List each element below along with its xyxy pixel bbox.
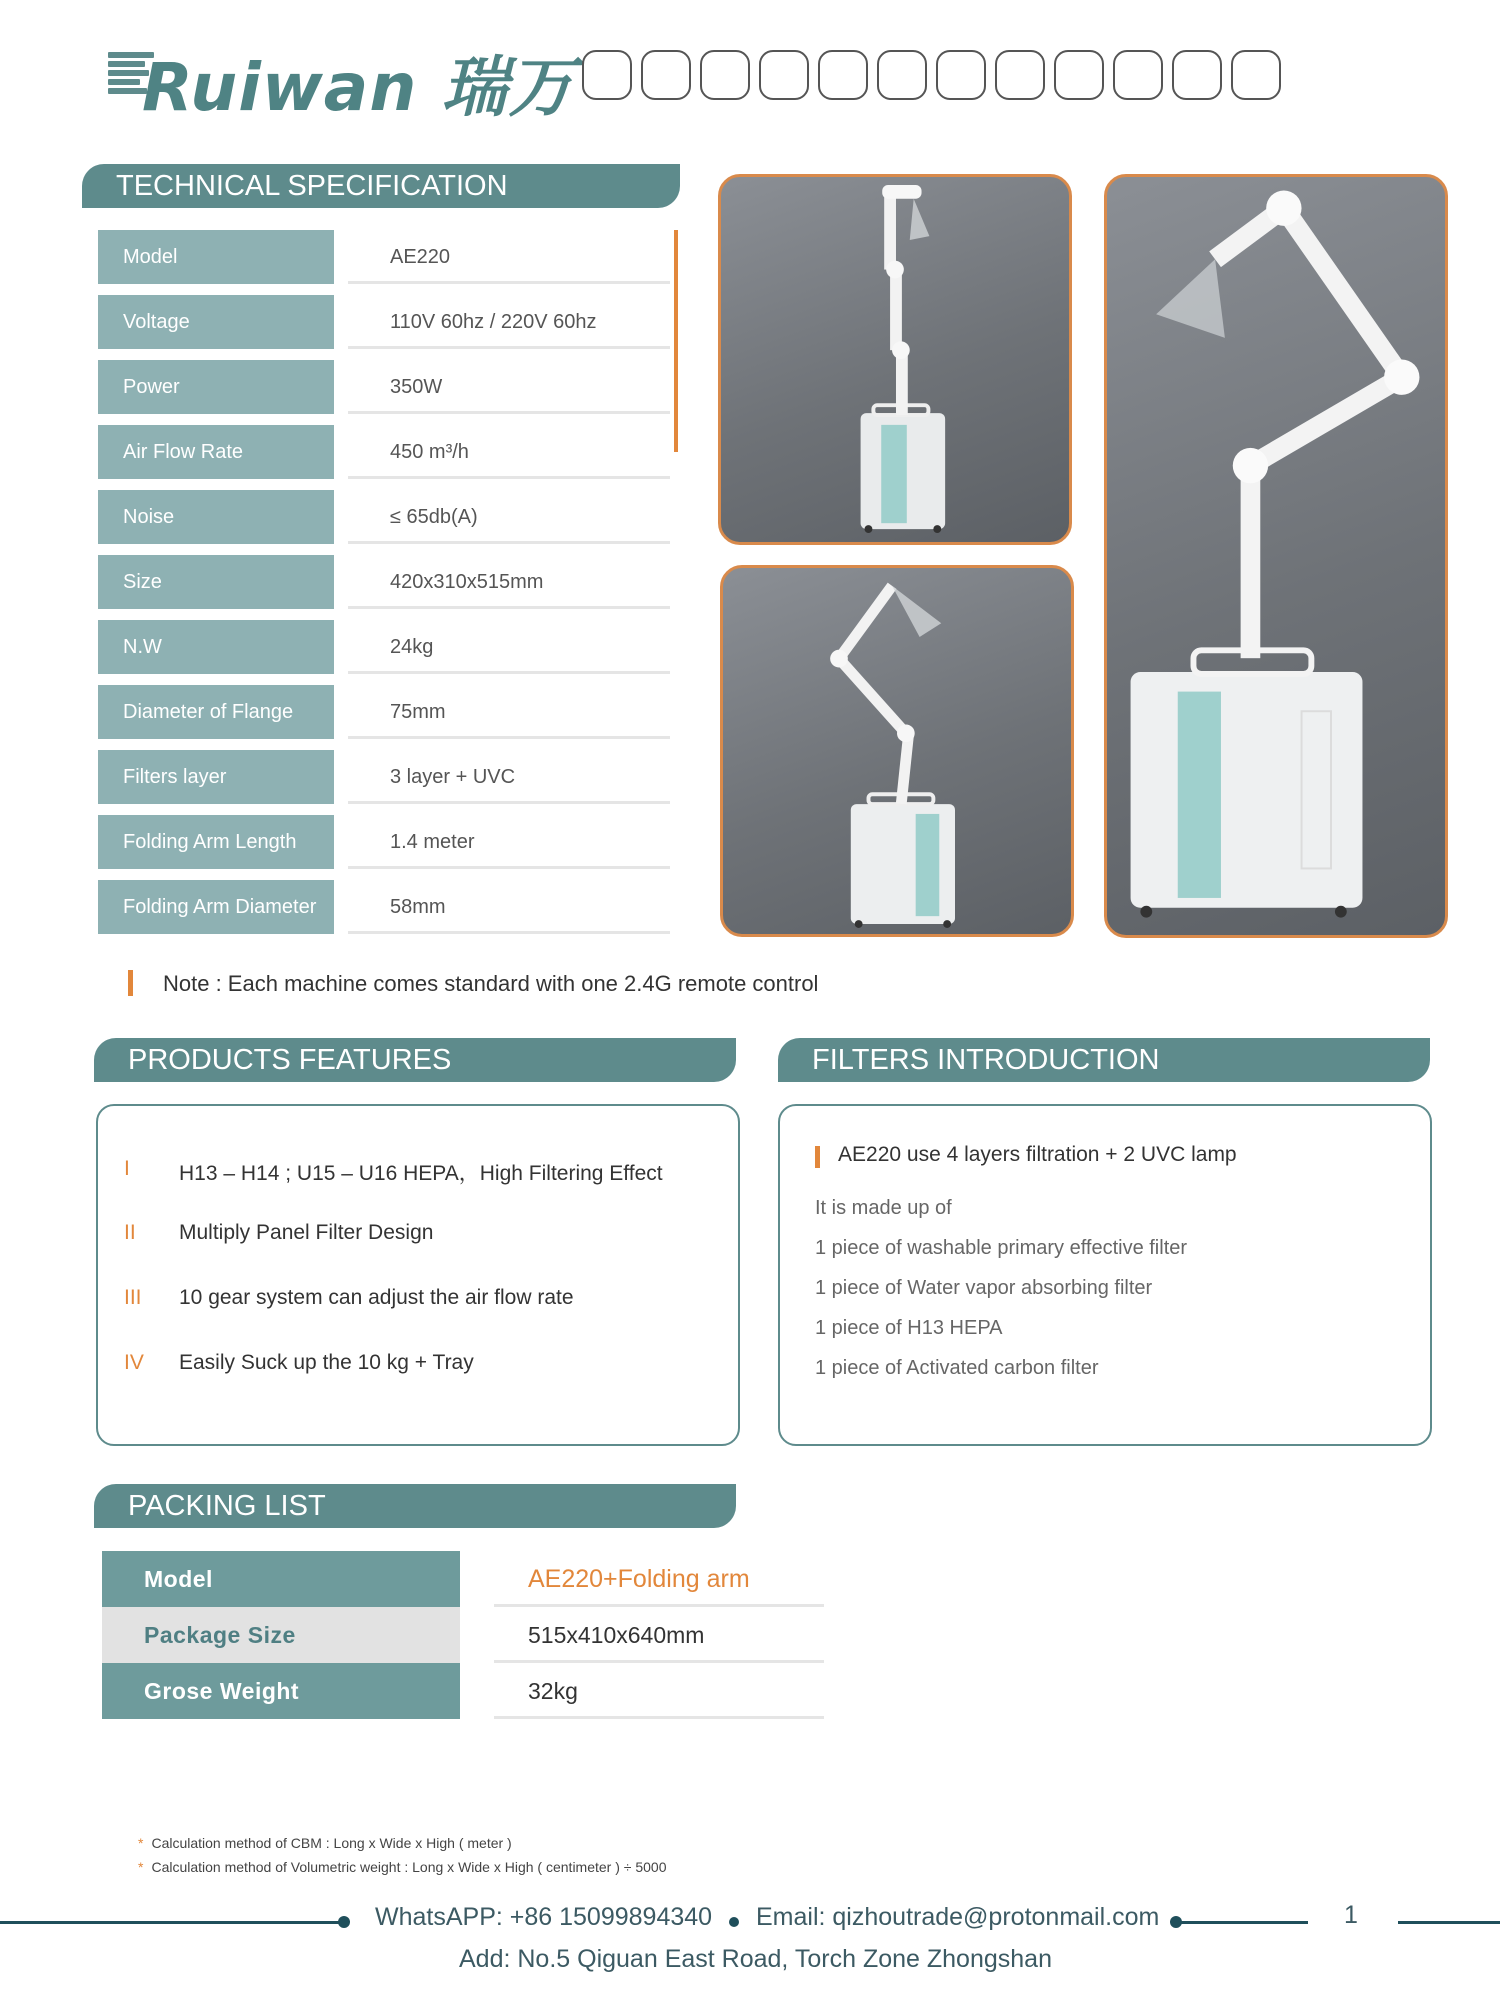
filters-headline: AE220 use 4 layers filtration + 2 UVC lamp [838,1143,1237,1166]
spec-row [98,750,670,815]
features-banner: PRODUCTS FEATURES [94,1038,736,1082]
spec-key: Filters layer [98,750,334,804]
features-panel [96,1104,740,1446]
feature-text: 10 gear system can adjust the air flow rate [179,1286,574,1309]
spec-value: 3 layer + UVC [348,750,670,804]
spec-table [98,230,670,945]
feature-text: Easily Suck up the 10 kg + Tray [179,1351,474,1374]
whatsapp-contact: WhatsAPP: +86 15099894340 [375,1903,713,1931]
footer-line-end [1398,1921,1500,1924]
footnote-text: Calculation method of Volumetric weight : Long x Wide x High ( centimeter ) ÷ 5000 [151,1859,667,1875]
product-photo-large [1104,174,1448,938]
spec-key: Size [98,555,334,609]
filter-line: 1 piece of washable primary effective filter [815,1237,1188,1259]
filters-banner: FILTERS INTRODUCTION [778,1038,1430,1082]
spec-key: Noise [98,490,334,544]
spec-row [98,490,670,555]
spec-key: N.W [98,620,334,674]
remote-note: Note : Each machine comes standard with one 2.4G remote control [163,971,819,996]
footer-line-left [0,1921,344,1924]
spec-value: 450 m³/h [348,425,670,479]
spec-value: 58mm [348,880,670,934]
page-number: 1 [1344,1901,1358,1929]
spec-row [98,815,670,880]
feature-number: I [124,1157,130,1180]
footnote [138,1859,667,1875]
address: Add: No.5 Qiguan East Road, Torch Zone Zhongshan [459,1945,1052,1973]
feature-number: II [124,1221,136,1244]
email-contact: Email: qizhoutrade@protonmail.com [756,1903,1160,1931]
spec-row [98,425,670,490]
spec-value: 1.4 meter [348,815,670,869]
product-photo-top [718,174,1072,545]
spec-row [98,685,670,750]
packing-banner: PACKING LIST [94,1484,736,1528]
footnote [138,1835,512,1851]
feature-number: III [124,1286,142,1309]
star-icon: * [138,1835,144,1851]
spec-accent-bar [674,230,678,452]
feature-text: H13 – H14 ; U15 – U16 HEPA，High Filtering Effect [179,1162,663,1185]
feature-number: IV [124,1351,144,1374]
spec-key: Model [98,230,334,284]
spec-row [98,620,670,685]
footnote-text: Calculation method of CBM : Long x Wide x High ( meter ) [151,1835,512,1851]
spec-row [98,230,670,295]
spec-key: Folding Arm Length [98,815,334,869]
packing-row [102,1663,822,1719]
spec-value: 75mm [348,685,670,739]
filter-line: It is made up of [815,1197,952,1219]
packing-value: 515x410x640mm [494,1607,824,1663]
spec-value: 24kg [348,620,670,674]
footer-dot-middle [729,1917,739,1927]
filter-line: 1 piece of H13 HEPA [815,1317,1003,1339]
placeholder-boxes [582,50,1281,100]
spec-row [98,880,670,945]
spec-key: Folding Arm Diameter [98,880,334,934]
spec-value: 420x310x515mm [348,555,670,609]
packing-key: Model [102,1551,460,1607]
feature-text: Multiply Panel Filter Design [179,1221,434,1244]
spec-value: AE220 [348,230,670,284]
packing-key: Package Size [102,1607,460,1663]
spec-row [98,360,670,425]
filter-line: 1 piece of Water vapor absorbing filter [815,1277,1153,1299]
spec-value: 110V 60hz / 220V 60hz [348,295,670,349]
packing-value: 32kg [494,1663,824,1719]
packing-row [102,1607,822,1663]
spec-value: 350W [348,360,670,414]
filters-accent-bar [815,1146,820,1168]
brand-logo [108,38,578,126]
spec-key: Power [98,360,334,414]
spec-key: Voltage [98,295,334,349]
product-photo-bottom [720,565,1074,937]
packing-key: Grose Weight [102,1663,460,1719]
filter-line: 1 piece of Activated carbon filter [815,1357,1099,1379]
spec-row [98,295,670,360]
brand-name: Ruiwan 瑞万 [142,49,576,126]
star-icon: * [138,1859,144,1875]
packing-value: AE220+Folding arm [494,1551,824,1607]
note-accent-bar [128,970,133,996]
footer-dot-left [338,1916,350,1928]
spec-key: Diameter of Flange [98,685,334,739]
footer-line-right [1176,1921,1308,1924]
spec-banner: TECHNICAL SPECIFICATION [82,164,680,208]
spec-key: Air Flow Rate [98,425,334,479]
spec-value: ≤ 65db(A) [348,490,670,544]
spec-row [98,555,670,620]
packing-row [102,1551,822,1607]
